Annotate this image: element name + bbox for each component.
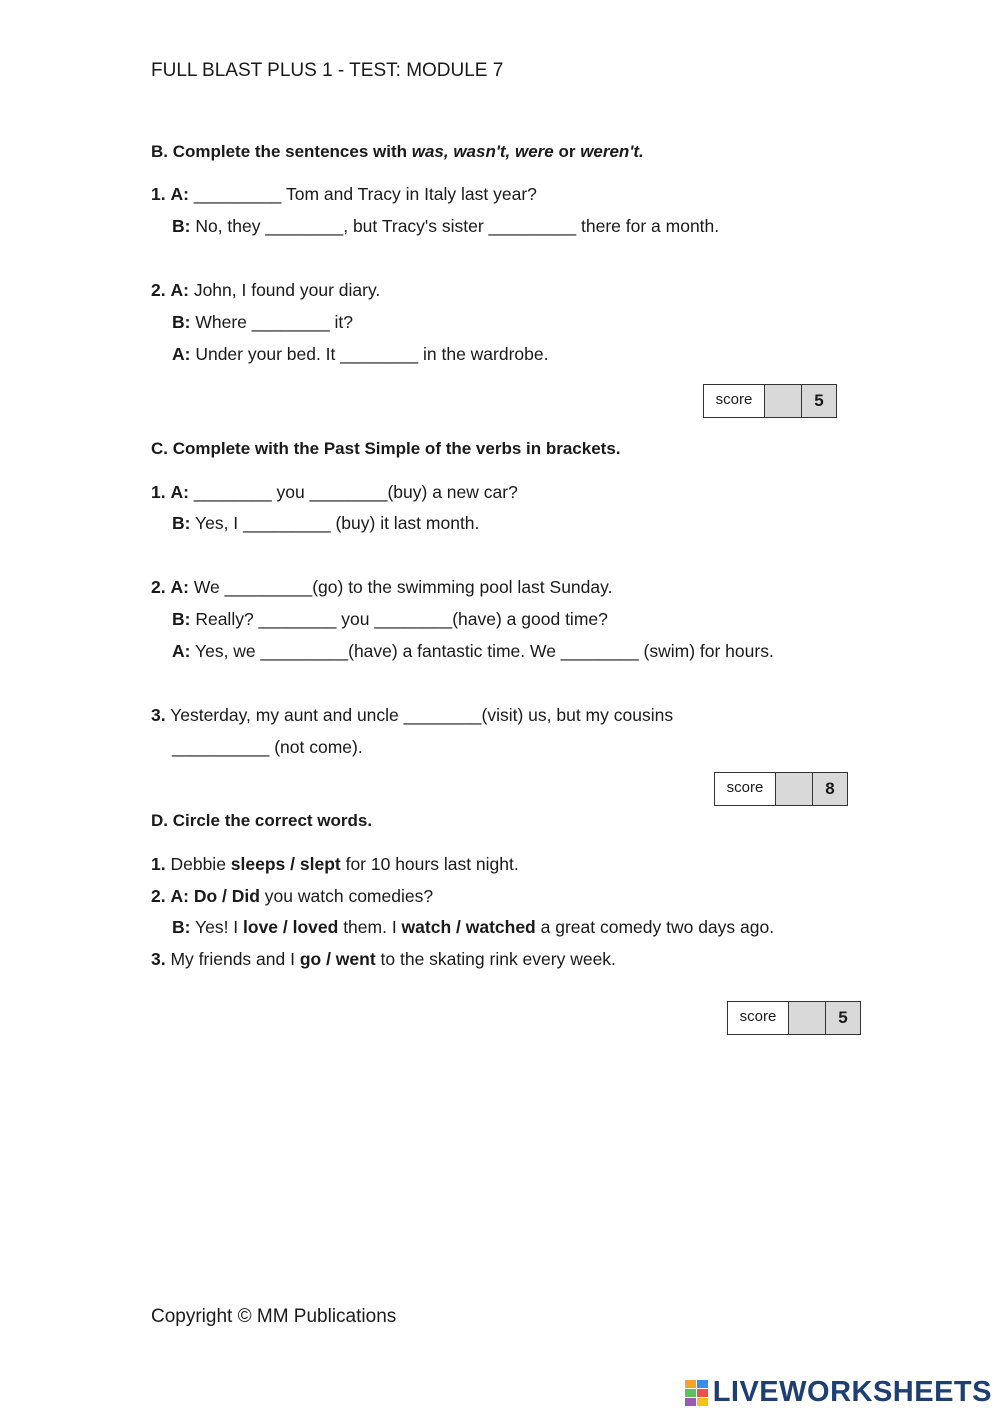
- d-q2-line-a: 2. A: Do / Did you watch comedies?: [151, 886, 434, 906]
- c-q3-line-2: __________ (not come).: [172, 737, 363, 757]
- b-q2-line-a2: A: Under your bed. It ________ in the wardrobe.: [172, 344, 549, 364]
- score-max-value: 5: [802, 385, 836, 417]
- section-d-title: D. Circle the correct words.: [151, 811, 373, 830]
- score-box-c: [714, 772, 848, 806]
- score-label: score: [704, 385, 765, 417]
- score-max-value: 5: [826, 1002, 860, 1034]
- c-q1-line-a: 1. A: ________ you ________(buy) a new car?: [151, 482, 518, 502]
- b-q1-line-b: B: No, they ________, but Tracy's sister _________ there for a month.: [172, 216, 720, 236]
- copyright-footer: Copyright © MM Publications: [151, 1306, 397, 1327]
- c-q3-line-1: 3. Yesterday, my aunt and uncle ________(visit) us, but my cousins: [151, 705, 674, 725]
- section-b-title: B. Complete the sentences with was, wasn't, were or weren't.: [151, 142, 644, 161]
- page-header-title: FULL BLAST PLUS 1 - TEST: MODULE 7: [151, 60, 504, 81]
- score-blank: [765, 385, 802, 417]
- c-q2-line-a2: A: Yes, we _________(have) a fantastic time. We ________ (swim) for hours.: [172, 641, 774, 661]
- score-max-value: 8: [813, 773, 847, 805]
- score-box-b: [703, 384, 837, 418]
- d-q1-line: 1. Debbie sleeps / slept for 10 hours last night.: [151, 854, 519, 874]
- c-q2-line-b: B: Really? ________ you ________(have) a good time?: [172, 609, 608, 629]
- c-q1-line-b: B: Yes, I _________ (buy) it last month.: [172, 513, 480, 533]
- score-box-d: [727, 1001, 861, 1035]
- d-q2-line-b: B: Yes! I love / loved them. I watch / watched a great comedy two days ago.: [172, 917, 775, 937]
- brand-name: LIVEWORKSHEETS: [712, 1376, 992, 1408]
- b-q1-line-a: 1. A: _________ Tom and Tracy in Italy last year?: [151, 184, 537, 204]
- section-c-title: C. Complete with the Past Simple of the verbs in brackets.: [151, 439, 621, 458]
- c-q2-line-a: 2. A: We _________(go) to the swimming pool last Sunday.: [151, 577, 613, 597]
- b-q2-line-a: 2. A: John, I found your diary.: [151, 280, 381, 300]
- score-blank: [776, 773, 813, 805]
- d-q3-line: 3. My friends and I go / went to the skating rink every week.: [151, 949, 616, 969]
- liveworksheets-logo: [685, 1376, 992, 1409]
- score-label: score: [715, 773, 776, 805]
- score-label: score: [728, 1002, 789, 1034]
- score-blank: [789, 1002, 826, 1034]
- b-q2-line-b: B: Where ________ it?: [172, 312, 353, 332]
- liveworksheets-icon: [685, 1380, 709, 1406]
